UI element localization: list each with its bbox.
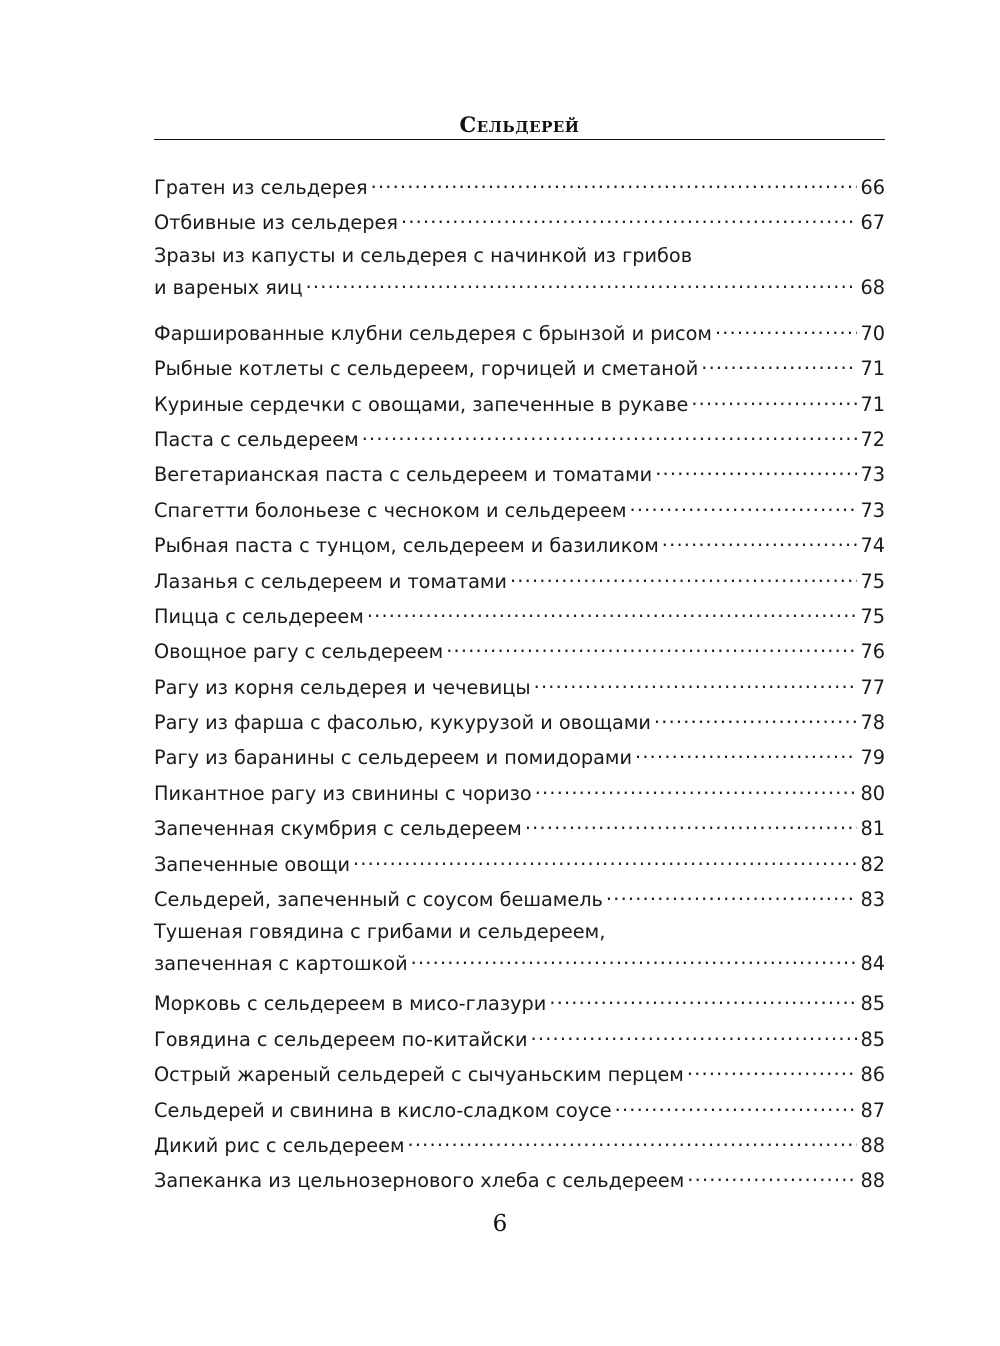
toc-entry[interactable] [154, 1059, 885, 1094]
dot-leader [606, 884, 857, 906]
dot-leader [687, 1165, 857, 1187]
toc-entry[interactable] [154, 353, 885, 388]
toc-entry-page: 88 [860, 1169, 885, 1193]
toc-entry-page: 67 [860, 211, 885, 235]
running-head-title: Сельдерей [459, 112, 580, 137]
toc-entry[interactable] [154, 778, 885, 813]
toc-entry-title: Овощное рагу с сельдереем [154, 640, 444, 664]
toc-entry[interactable] [154, 884, 885, 919]
toc-entry[interactable] [154, 566, 885, 601]
toc-entry-page: 66 [860, 176, 885, 199]
toc-entry-title: Говядина с сельдереем по-китайски [154, 1027, 528, 1051]
dot-leader [654, 707, 857, 729]
dot-leader [371, 172, 857, 194]
toc-entry-page: 74 [860, 534, 885, 558]
toc-entry-title: Куриные сердечки с овощами, запеченные в рукаве [154, 392, 689, 416]
toc-entry-title: Рагу из фарша с фасолью, кукурузой и овощами [154, 711, 651, 735]
toc-entry[interactable] [154, 424, 885, 459]
toc-entry[interactable] [154, 389, 885, 424]
toc-entry-title: Фаршированные клубни сельдерея с брынзой и рисом [154, 321, 712, 345]
toc-entry-page: 71 [860, 357, 885, 381]
dot-leader [408, 1130, 857, 1152]
toc-entry[interactable] [154, 459, 885, 494]
toc-entry[interactable] [154, 601, 885, 636]
toc-entry-title: Морковь с сельдереем в мисо-глазури [154, 992, 547, 1016]
toc-entry-page: 85 [860, 992, 885, 1016]
table-of-contents [154, 172, 885, 1201]
toc-entry-page: 80 [860, 781, 885, 805]
toc-entry-title: и вареных яиц [154, 275, 303, 299]
toc-entry-page: 76 [860, 640, 885, 664]
dot-leader [549, 988, 857, 1010]
toc-entry-page: 78 [860, 711, 885, 735]
toc-entry[interactable] [154, 672, 885, 707]
dot-leader [411, 948, 857, 970]
toc-entry[interactable] [154, 742, 885, 777]
dot-leader [353, 849, 857, 871]
dot-leader [367, 601, 857, 623]
dot-leader [401, 207, 857, 229]
toc-entry[interactable] [154, 636, 885, 671]
dot-leader [535, 778, 857, 800]
dot-leader [635, 742, 857, 764]
toc-entry-page: 79 [860, 746, 885, 770]
dot-leader [662, 530, 857, 552]
toc-entry-page: 87 [860, 1098, 885, 1122]
toc-entry-page: 75 [860, 569, 885, 593]
toc-entry-title: Рагу из баранины с сельдереем и помидорами [154, 746, 632, 770]
toc-entry-title: Рагу из корня сельдерея и чечевицы [154, 675, 531, 699]
toc-entry-page: 85 [860, 1027, 885, 1051]
toc-entry-page: 88 [860, 1133, 885, 1157]
toc-entry-title: Отбивные из сельдерея [154, 211, 398, 235]
dot-leader [525, 813, 857, 835]
dot-leader [446, 636, 857, 658]
toc-entry-page: 84 [860, 952, 885, 976]
toc-entry-page: 83 [860, 888, 885, 912]
toc-entry[interactable] [154, 919, 885, 988]
header-rule [154, 139, 885, 140]
dot-leader [630, 495, 857, 517]
toc-entry[interactable] [154, 1165, 885, 1200]
toc-entry[interactable] [154, 495, 885, 530]
toc-entry-title: Запеченная скумбрия с сельдереем [154, 817, 522, 841]
dot-leader [701, 353, 857, 375]
page-number: 6 [492, 1211, 508, 1237]
dot-leader [534, 672, 857, 694]
dot-leader [531, 1024, 857, 1046]
toc-entry[interactable] [154, 1095, 885, 1130]
dot-leader [691, 389, 857, 411]
toc-entry-title-line1: Зразы из капусты и сельдерея с начинкой из грибов [154, 243, 693, 267]
toc-entry-title: Дикий рис с сельдереем [154, 1133, 405, 1157]
toc-entry-title: Спагетти болоньезе с чесноком и сельдереем [154, 498, 627, 522]
dot-leader [687, 1059, 857, 1081]
toc-entry-page: 73 [860, 463, 885, 487]
toc-entry-title: Рыбные котлеты с сельдереем, горчицей и сметаной [154, 357, 699, 381]
toc-entry[interactable] [154, 243, 885, 312]
toc-entry-title: Пицца с сельдереем [154, 604, 364, 628]
toc-entry[interactable] [154, 707, 885, 742]
toc-entry-title: Пикантное рагу из свинины с чоризо [154, 781, 532, 805]
dot-leader [510, 566, 857, 588]
toc-entry-page: 82 [860, 852, 885, 876]
toc-entry[interactable] [154, 318, 885, 353]
toc-entry[interactable] [154, 530, 885, 565]
toc-entry-page: 75 [860, 604, 885, 628]
toc-entry-title: Острый жареный сельдерей с сычуаньским перцем [154, 1063, 684, 1087]
toc-entry-page: 72 [860, 427, 885, 451]
toc-entry-page: 71 [860, 392, 885, 416]
toc-entry-title: Вегетарианская паста с сельдереем и томатами [154, 463, 653, 487]
toc-entry[interactable] [154, 849, 885, 884]
toc-entry-title: Сельдерей, запеченный с соусом бешамель [154, 888, 603, 912]
toc-entry[interactable] [154, 1024, 885, 1059]
toc-entry-page: 70 [860, 321, 885, 345]
dot-leader [306, 272, 857, 294]
dot-leader [615, 1095, 857, 1117]
dot-leader [362, 424, 857, 446]
toc-entry[interactable] [154, 1130, 885, 1165]
dot-leader [715, 318, 857, 340]
toc-entry-title: Паста с сельдереем [154, 427, 359, 451]
toc-entry[interactable] [154, 172, 885, 207]
toc-entry-page: 86 [860, 1063, 885, 1087]
toc-entry-title: Запеканка из цельнозернового хлеба с сельдереем [154, 1169, 685, 1193]
toc-entry-title: Запеченные овощи [154, 852, 350, 876]
toc-entry-title: Сельдерей и свинина в кисло-сладком соусе [154, 1098, 612, 1122]
toc-entry-title: запеченная с картошкой [154, 952, 408, 976]
toc-entry[interactable] [154, 207, 885, 242]
toc-entry-page: 68 [860, 275, 885, 299]
toc-entry-title: Рыбная паста с тунцом, сельдереем и базиликом [154, 534, 659, 558]
toc-entry-page: 81 [860, 817, 885, 841]
toc-entry-page: 73 [860, 498, 885, 522]
dot-leader [655, 459, 857, 481]
toc-entry-title: Гратен из сельдерея [154, 176, 368, 199]
toc-entry-title-line1: Тушеная говядина с грибами и сельдереем, [154, 920, 606, 944]
toc-entry-page: 77 [860, 675, 885, 699]
toc-entry[interactable] [154, 813, 885, 848]
toc-entry-title: Лазанья с сельдереем и томатами [154, 569, 507, 593]
toc-entry[interactable] [154, 988, 885, 1023]
